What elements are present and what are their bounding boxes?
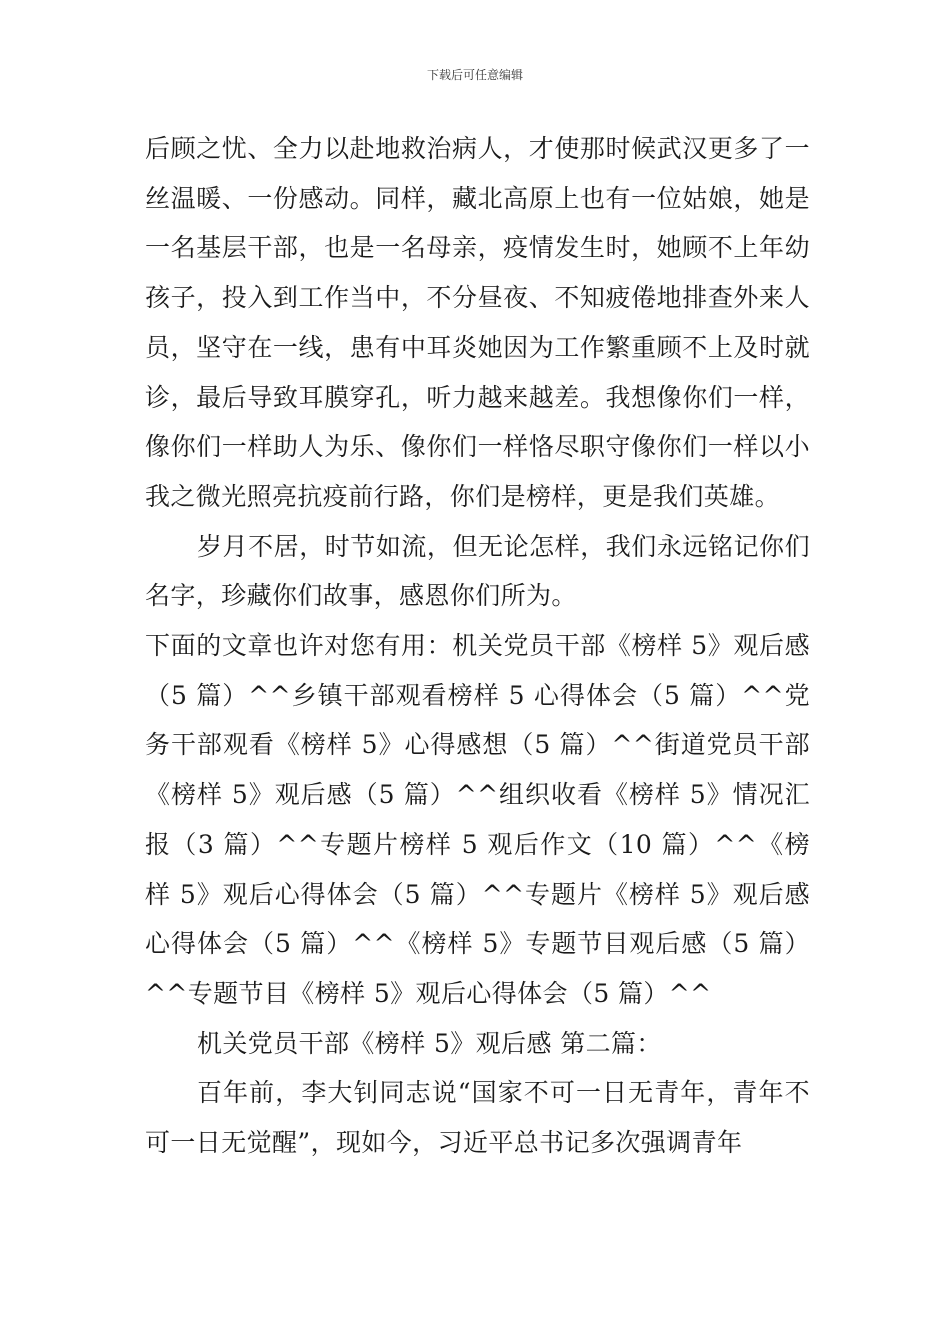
paragraph: 后顾之忧、全力以赴地救治病人，才使那时候武汉更多了一丝温暖、一份感动。同样，藏北高原上也有一位姑娘，她是一名基层干部，也是一名母亲，疫情发生时，她顾不上年幼孩子，投入到工作当中，不分昼夜、不知疲倦地排查外来人员，坚守在一线，患有中耳炎她因为工作繁重顾不上及时就诊，最后导致耳膜穿孔，听力越来越差。我想像你们一样，像你们一样助人为乐、像你们一样恪尽职守像你们一样以小我之微光照亮抗疫前行路，你们是榜样，更是我们英雄。 <box>145 134 810 511</box>
paragraph: 百年前，李大钊同志说“国家不可一日无青年，青年不可一日无觉醒”，现如今，习近平总书记多次强调青年 <box>145 1078 810 1158</box>
paragraph: 岁月不居，时节如流，但无论怎样，我们永远铭记你们名字，珍藏你们故事，感恩你们所为。 <box>145 531 810 611</box>
document-body <box>145 124 810 1168</box>
page-header: 下载后可任意编辑 <box>426 68 523 82</box>
section-heading: 机关党员干部《榜样 5》观后感 第二篇： <box>197 1028 662 1058</box>
related-articles-paragraph: 下面的文章也许对您有用：机关党员干部《榜样 5》观后感（5 篇）^^乡镇干部观看榜样 5 心得体会（5 篇）^^党务干部观看《榜样 5》心得感想（5 篇）^^街道党员干部《榜样 5》观后感（5 篇）^^组织收看《榜样 5》情况汇报（3 篇）^^专题片榜样 5 观后作文（10 篇）^^《榜样 5》观后心得体会（5 篇）^^专题片《榜样 5》观后感心得体会（5 篇）^^《榜样 5》专题节目观后感（5 篇）^^专题节目《榜样 5》观后心得体会（5 篇）^^ <box>145 631 810 1008</box>
